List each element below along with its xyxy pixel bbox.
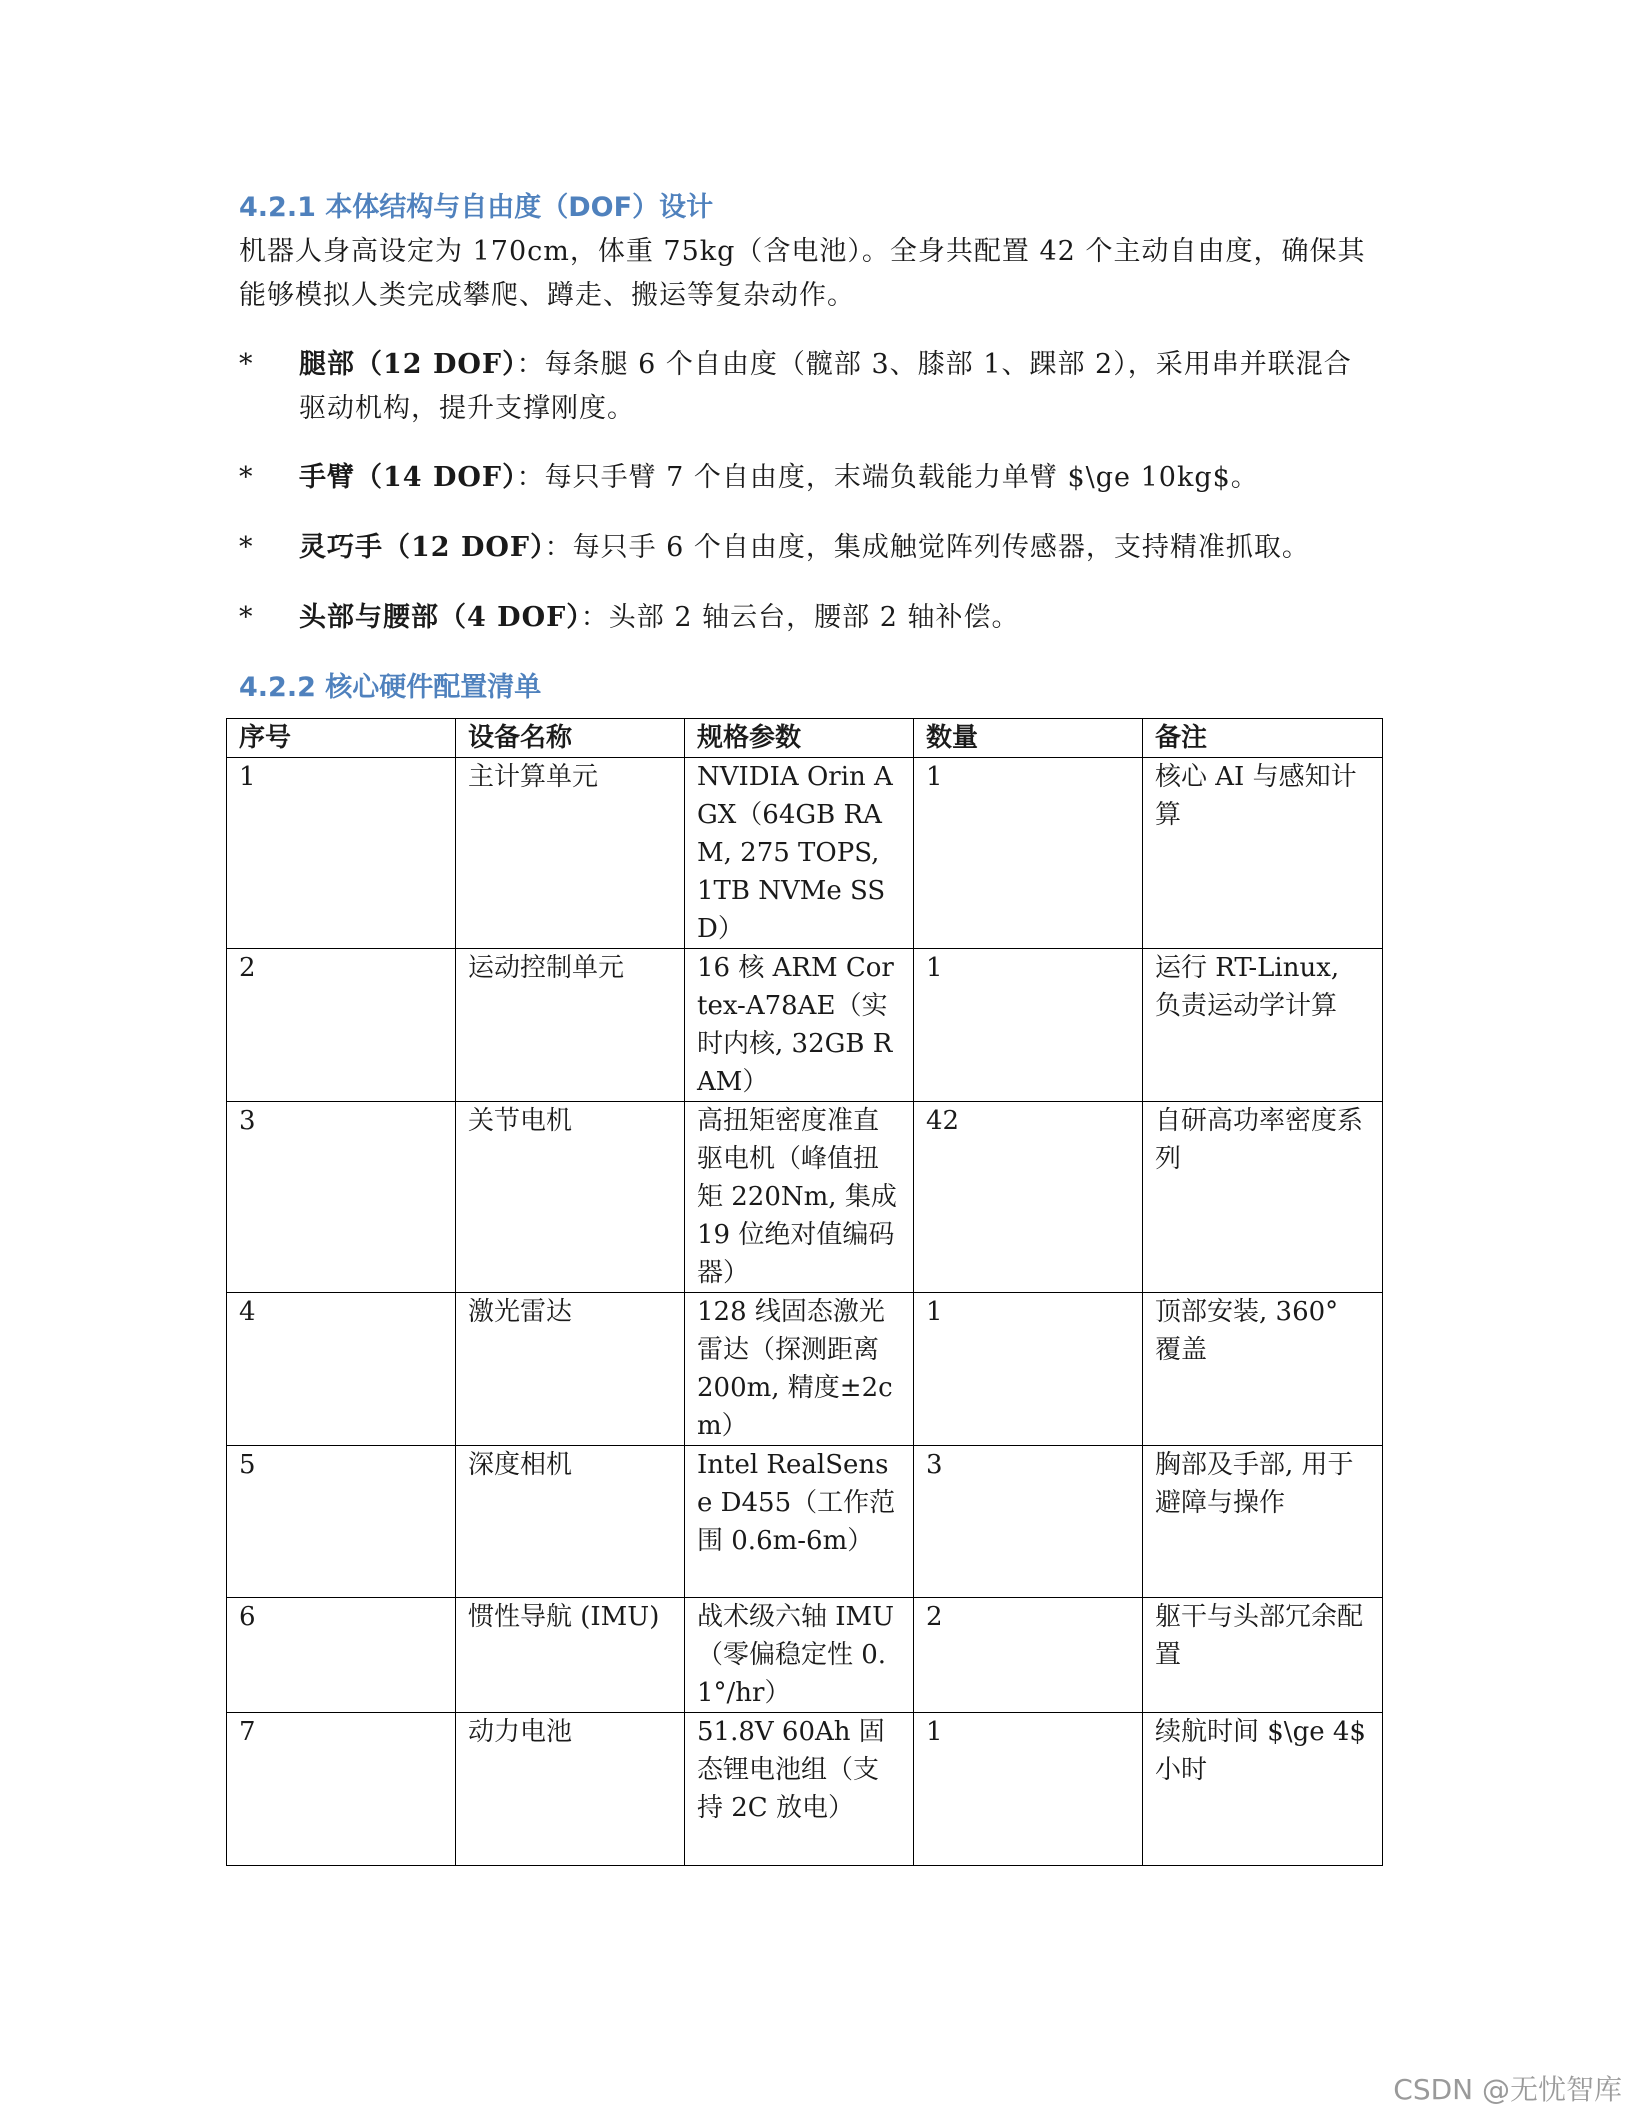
section-heading-hardware: 4.2.2 核心硬件配置清单 bbox=[239, 672, 542, 703]
bullet-title: 腿部（12 DOF） bbox=[299, 349, 517, 380]
bullet-title: 头部与腰部（4 DOF） bbox=[299, 602, 581, 633]
cell-spec: 高扭矩密度准直驱电机（峰值扭矩 220Nm, 集成 19 位绝对值编码器） bbox=[685, 1102, 914, 1293]
cell-quantity: 2 bbox=[914, 1598, 1143, 1713]
bullet-head-waist bbox=[239, 596, 1379, 640]
bullet-text: ：每条腿 6 个自由度（髋部 3、膝部 1、踝部 2），采用串并联混合驱动机构，提升支撑刚度。 bbox=[299, 349, 1352, 424]
cell-quantity: 3 bbox=[914, 1446, 1143, 1598]
cell-index: 6 bbox=[227, 1598, 456, 1713]
bullet-arms bbox=[239, 456, 1379, 500]
header-index: 序号 bbox=[227, 719, 456, 758]
bullet-hands bbox=[239, 526, 1379, 570]
bullet-text: ：头部 2 轴云台，腰部 2 轴补偿。 bbox=[580, 602, 1020, 633]
cell-device: 激光雷达 bbox=[456, 1293, 685, 1446]
bullet-mark: * bbox=[239, 462, 254, 493]
cell-spec: 战术级六轴 IMU（零偏稳定性 0.1°/hr） bbox=[685, 1598, 914, 1713]
cell-spec: 128 线固态激光雷达（探测距离 200m, 精度±2cm） bbox=[685, 1293, 914, 1446]
cell-device: 主计算单元 bbox=[456, 758, 685, 949]
cell-notes: 躯干与头部冗余配置 bbox=[1143, 1598, 1383, 1713]
header-notes: 备注 bbox=[1143, 719, 1383, 758]
table-row bbox=[227, 1598, 1383, 1713]
cell-device: 关节电机 bbox=[456, 1102, 685, 1293]
bullet-legs bbox=[239, 343, 1379, 431]
cell-notes: 顶部安装, 360° 覆盖 bbox=[1143, 1293, 1383, 1446]
table-row bbox=[227, 1446, 1383, 1598]
bullet-mark: * bbox=[239, 602, 254, 633]
cell-notes: 运行 RT-Linux, 负责运动学计算 bbox=[1143, 949, 1383, 1102]
cell-notes: 续航时间 $\ge 4$ 小时 bbox=[1143, 1713, 1383, 1866]
cell-spec: 16 核 ARM Cortex-A78AE（实时内核, 32GB RAM） bbox=[685, 949, 914, 1102]
cell-device: 运动控制单元 bbox=[456, 949, 685, 1102]
cell-index: 2 bbox=[227, 949, 456, 1102]
cell-device: 惯性导航 (IMU) bbox=[456, 1598, 685, 1713]
cell-spec: 51.8V 60Ah 固态锂电池组（支持 2C 放电） bbox=[685, 1713, 914, 1866]
cell-notes: 自研高功率密度系列 bbox=[1143, 1102, 1383, 1293]
cell-index: 1 bbox=[227, 758, 456, 949]
cell-device: 深度相机 bbox=[456, 1446, 685, 1598]
intro-paragraph: 机器人身高设定为 170cm，体重 75kg（含电池）。全身共配置 42 个主动自由度，确保其能够模拟人类完成攀爬、蹲走、搬运等复杂动作。 bbox=[239, 236, 1366, 311]
bullet-title: 灵巧手（12 DOF） bbox=[299, 532, 545, 563]
bullet-title: 手臂（14 DOF） bbox=[299, 462, 517, 493]
bullet-text: ：每只手臂 7 个自由度，末端负载能力单臂 $\ge 10kg$。 bbox=[516, 462, 1259, 493]
cell-spec: Intel RealSense D455（工作范围 0.6m-6m） bbox=[685, 1446, 914, 1598]
table-row bbox=[227, 758, 1383, 949]
cell-quantity: 1 bbox=[914, 1293, 1143, 1446]
section-heading-dof: 4.2.1 本体结构与自由度（DOF）设计 bbox=[239, 192, 714, 223]
hardware-table bbox=[226, 718, 1383, 1866]
cell-index: 3 bbox=[227, 1102, 456, 1293]
cell-index: 4 bbox=[227, 1293, 456, 1446]
watermark-text: CSDN @无忧智库 bbox=[1393, 2073, 1622, 2106]
header-device: 设备名称 bbox=[456, 719, 685, 758]
bullet-text: ：每只手 6 个自由度，集成触觉阵列传感器，支持精准抓取。 bbox=[544, 532, 1310, 563]
bullet-mark: * bbox=[239, 532, 254, 563]
cell-quantity: 1 bbox=[914, 949, 1143, 1102]
cell-device: 动力电池 bbox=[456, 1713, 685, 1866]
table-row bbox=[227, 1713, 1383, 1866]
table-row bbox=[227, 1102, 1383, 1293]
table-header-row bbox=[227, 719, 1383, 758]
table-row bbox=[227, 1293, 1383, 1446]
bullet-mark: * bbox=[239, 349, 254, 380]
header-quantity: 数量 bbox=[914, 719, 1143, 758]
cell-index: 7 bbox=[227, 1713, 456, 1866]
cell-quantity: 42 bbox=[914, 1102, 1143, 1293]
header-spec: 规格参数 bbox=[685, 719, 914, 758]
cell-spec: NVIDIA Orin AGX（64GB RAM, 275 TOPS, 1TB NVMe SSD） bbox=[685, 758, 914, 949]
cell-notes: 胸部及手部, 用于避障与操作 bbox=[1143, 1446, 1383, 1598]
table-row bbox=[227, 949, 1383, 1102]
cell-notes: 核心 AI 与感知计算 bbox=[1143, 758, 1383, 949]
cell-index: 5 bbox=[227, 1446, 456, 1598]
cell-quantity: 1 bbox=[914, 758, 1143, 949]
cell-quantity: 1 bbox=[914, 1713, 1143, 1866]
